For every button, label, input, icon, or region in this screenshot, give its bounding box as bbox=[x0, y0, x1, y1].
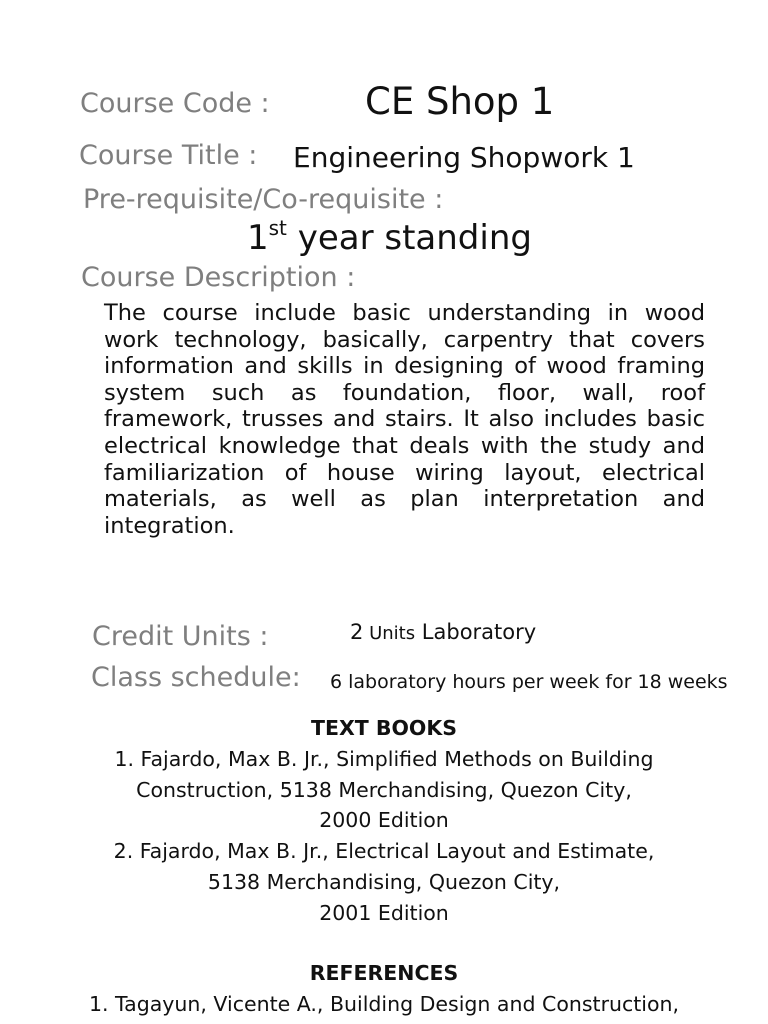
prerequisite-value bbox=[247, 218, 532, 258]
text-book-line: 5138 Merchandising, Quezon City, bbox=[207, 869, 561, 894]
text-book-line: 1. Fajardo, Max B. Jr., Simplified Methods on Building bbox=[114, 746, 654, 771]
prerequisite-value-number: 1 bbox=[247, 218, 269, 258]
course-description-label: Course Description : bbox=[81, 262, 356, 293]
class-schedule-label: Class schedule: bbox=[91, 662, 301, 693]
references-heading: REFERENCES bbox=[309, 961, 459, 985]
prerequisite-label: Pre-requisite/Co-requisite : bbox=[83, 184, 444, 215]
references-section bbox=[0, 958, 768, 1020]
course-code-label: Course Code : bbox=[80, 88, 270, 119]
credit-units-type: Laboratory bbox=[415, 620, 537, 644]
prerequisite-value-suffix: st bbox=[268, 216, 287, 240]
text-book-line: 2001 Edition bbox=[319, 900, 449, 925]
credit-units-label: Credit Units : bbox=[92, 621, 269, 652]
credit-units-number: 2 bbox=[350, 620, 364, 644]
text-book-line: Construction, 5138 Merchandising, Quezon City, bbox=[136, 777, 632, 802]
prerequisite-value-text: year standing bbox=[286, 218, 532, 258]
reference-line: 1. Tagayun, Vicente A., Building Design and Construction, bbox=[88, 991, 680, 1016]
text-books-heading: TEXT BOOKS bbox=[310, 716, 458, 740]
course-title-label: Course Title : bbox=[79, 140, 258, 171]
text-books-section bbox=[0, 713, 768, 929]
course-title-value: Engineering Shopwork 1 bbox=[293, 141, 635, 174]
course-code-value: CE Shop 1 bbox=[365, 80, 555, 123]
text-book-line: 2000 Edition bbox=[319, 808, 449, 833]
class-schedule-value: 6 laboratory hours per week for 18 weeks bbox=[330, 671, 728, 693]
course-description-text: The course include basic understanding in wood work technology, basically, carpentry that covers information and skills in designing of wood framing system such as foundation, floor, wall, roof framework, trusses and stairs. It also includes basic electrical knowledge that deals with the study and familiarization of house wiring layout, electrical materials, as well as plan interpretation and integration. bbox=[104, 300, 705, 539]
credit-units-value bbox=[350, 620, 536, 644]
text-book-line: 2. Fajardo, Max B. Jr., Electrical Layout and Estimate, bbox=[113, 839, 655, 864]
credit-units-unit: Units bbox=[363, 623, 416, 644]
